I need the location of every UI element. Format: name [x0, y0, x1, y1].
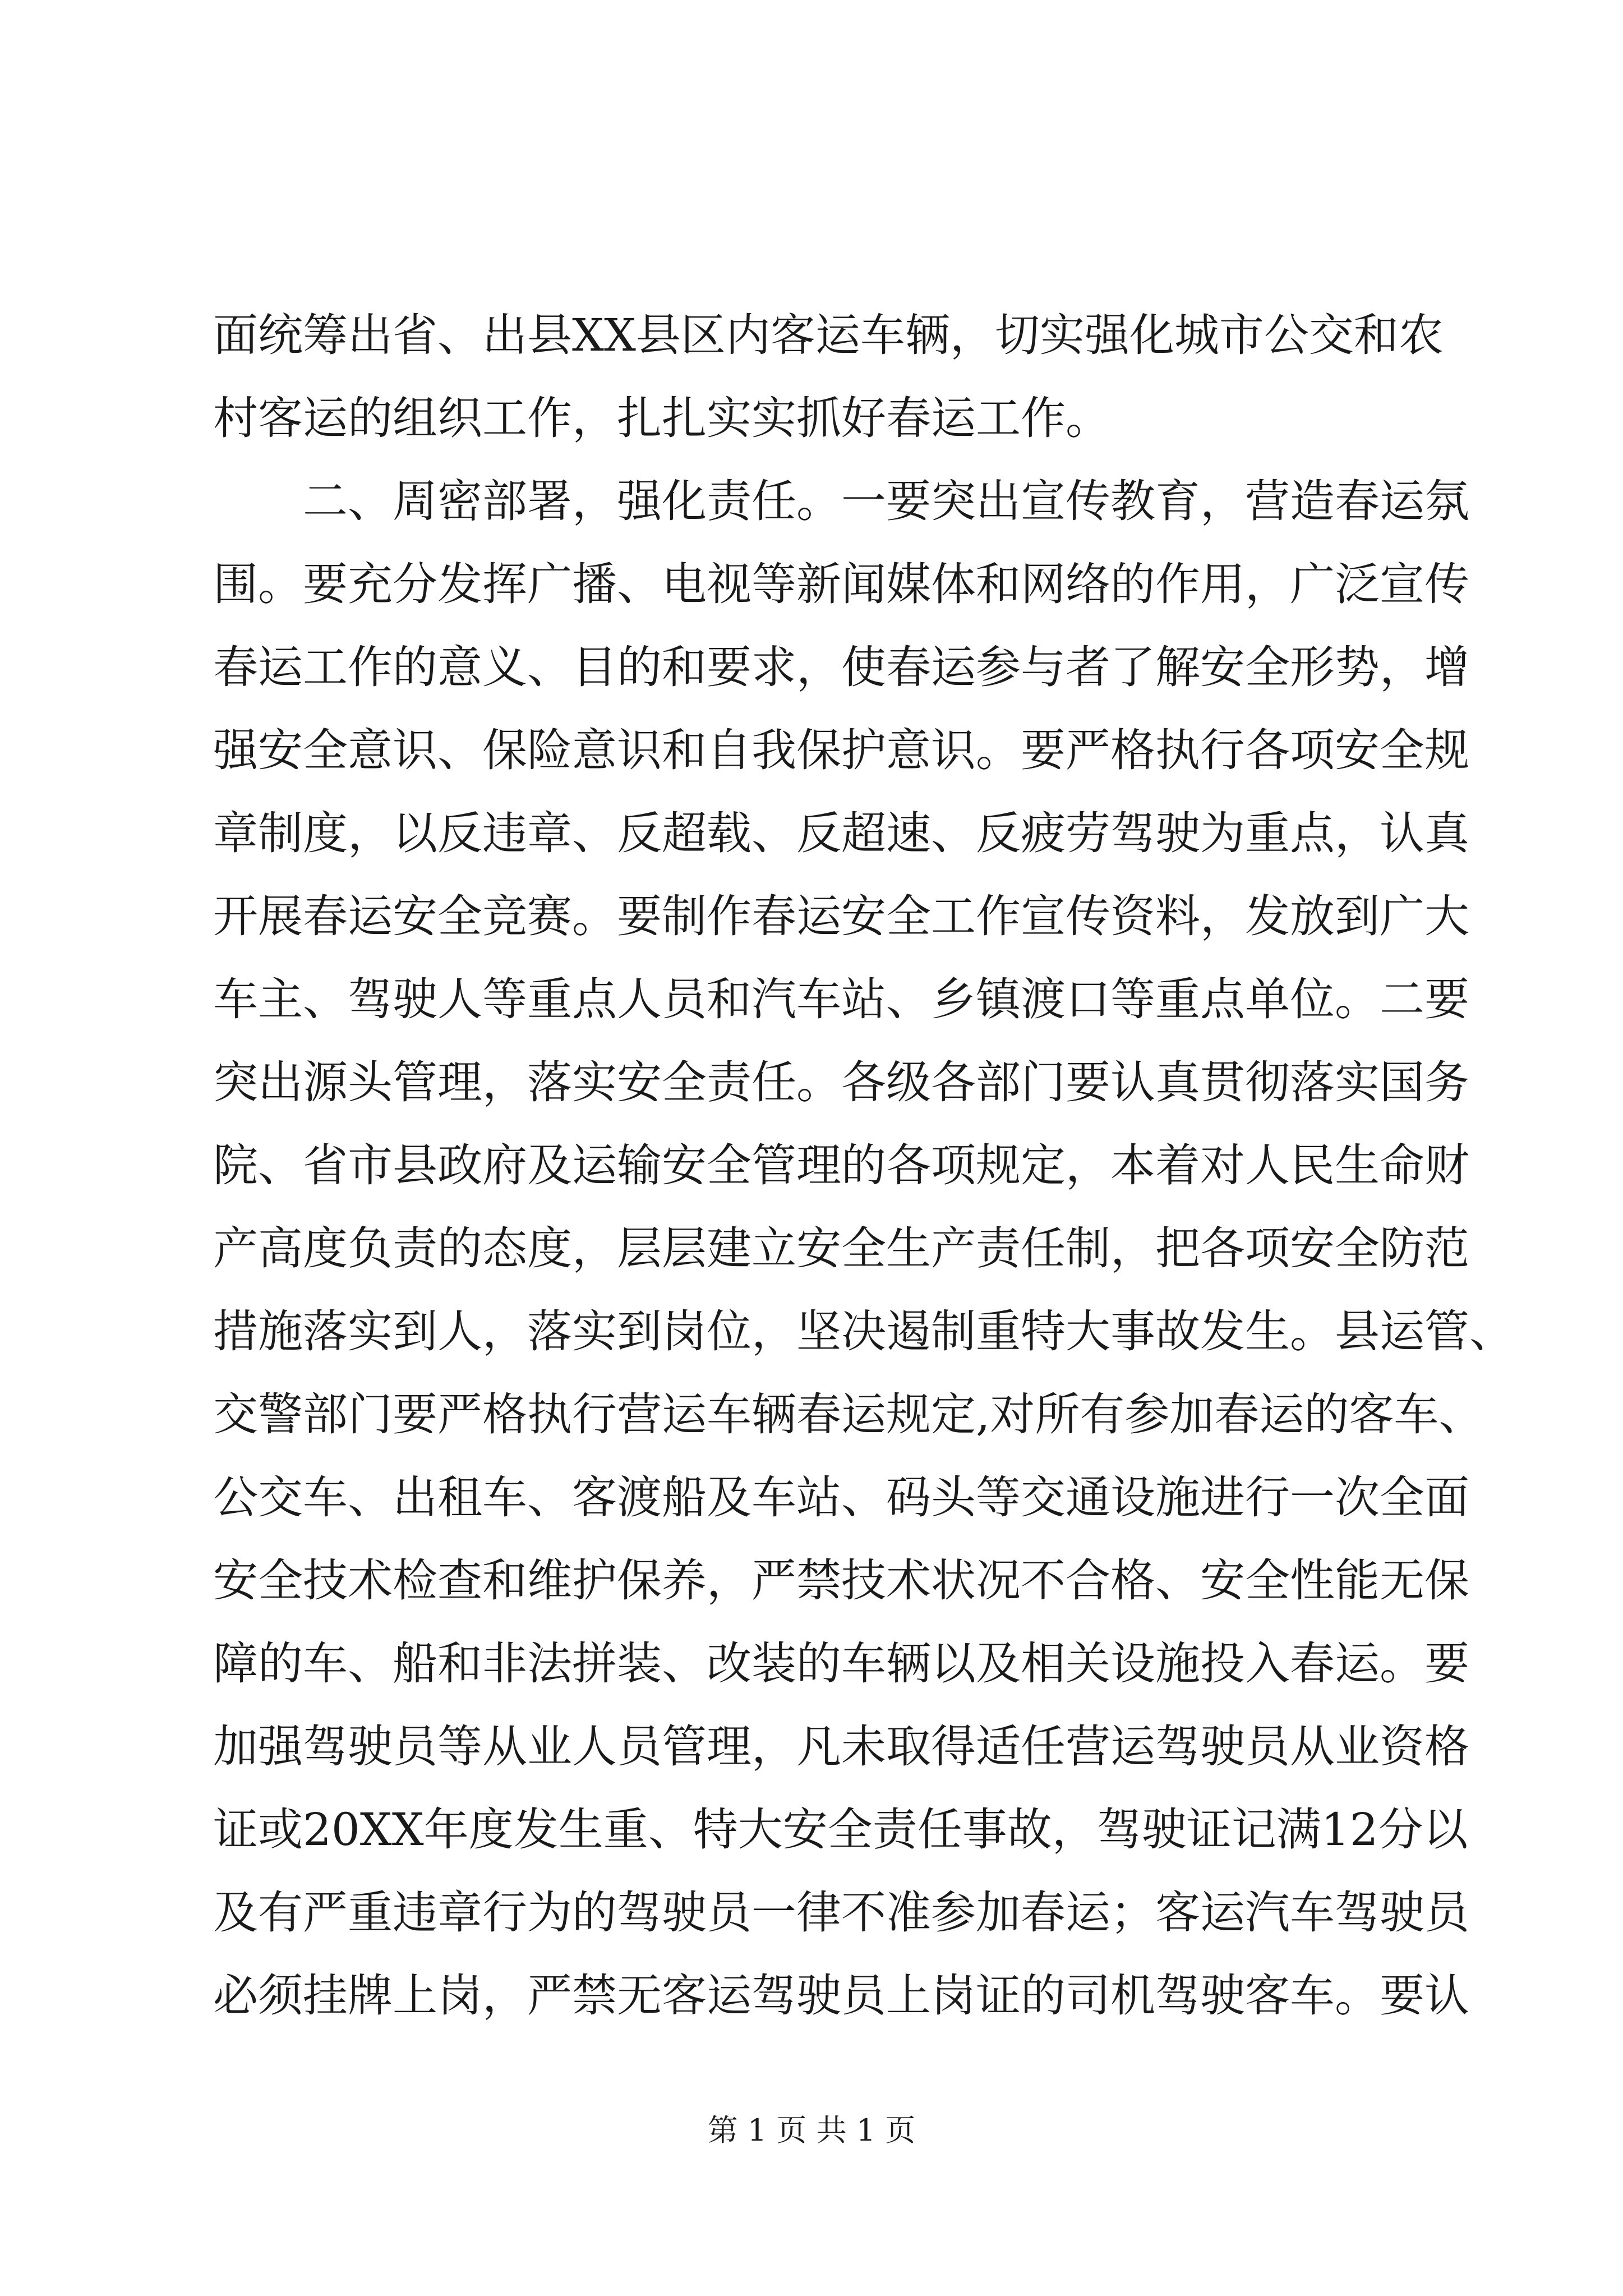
text-line: 加强驾驶员等从业人员管理，凡未取得适任营运驾驶员从业资格: [213, 1720, 1469, 1773]
text-line: 开展春运安全竞赛。要制作春运安全工作宣传资料，发放到广大: [213, 890, 1469, 942]
text-line: 院、省市县政府及运输安全管理的各项规定，本着对人民生命财: [213, 1139, 1469, 1191]
text-line: 产高度负责的态度，层层建立安全生产责任制，把各项安全防范: [213, 1222, 1469, 1274]
text-line: 障的车、船和非法拼装、改装的车辆以及相关设施投入春运。要: [213, 1637, 1469, 1690]
text-line: 证或20XX年度发生重、特大安全责任事故，驾驶证记满12分以: [213, 1803, 1468, 1856]
text-line: 二、周密部署，强化责任。一要突出宣传教育，营造春运氛: [303, 475, 1469, 527]
page-footer: 第 1 页 共 1 页: [707, 2113, 916, 2148]
text-line: 措施落实到人，落实到岗位，坚决遏制重特大事故发生。县运管、: [213, 1305, 1514, 1358]
text-line: 交警部门要严格执行营运车辆春运规定,对所有参加春运的客车、: [213, 1388, 1484, 1441]
text-line: 公交车、出租车、客渡船及车站、码头等交通设施进行一次全面: [213, 1471, 1469, 1524]
text-line: 及有严重违章行为的驾驶员一律不准参加春运；客运汽车驾驶员: [213, 1887, 1469, 1939]
text-line: 面统筹出省、出县XX县区内客运车辆，切实强化城市公交和农: [213, 309, 1444, 361]
text-line: 章制度，以反违章、反超载、反超速、反疲劳驾驶为重点，认真: [213, 807, 1469, 859]
document-body: [213, 294, 1514, 2037]
text-line: 春运工作的意义、目的和要求，使春运参与者了解安全形势，增: [213, 641, 1469, 693]
text-line: 车主、驾驶人等重点人员和汽车站、乡镇渡口等重点单位。二要: [213, 973, 1469, 1025]
text-line: 突出源头管理，落实安全责任。各级各部门要认真贯彻落实国务: [213, 1056, 1469, 1108]
text-line: 安全技术检查和维护保养，严禁技术状况不合格、安全性能无保: [213, 1554, 1469, 1607]
text-line: 必须挂牌上岗，严禁无客运驾驶员上岗证的司机驾驶客车。要认: [213, 1970, 1469, 2022]
text-line: 村客运的组织工作，扎扎实实抓好春运工作。: [213, 392, 1110, 444]
text-line: 围。要充分发挥广播、电视等新闻媒体和网络的作用，广泛宣传: [213, 558, 1469, 610]
text-line: 强安全意识、保险意识和自我保护意识。要严格执行各项安全规: [213, 724, 1469, 776]
